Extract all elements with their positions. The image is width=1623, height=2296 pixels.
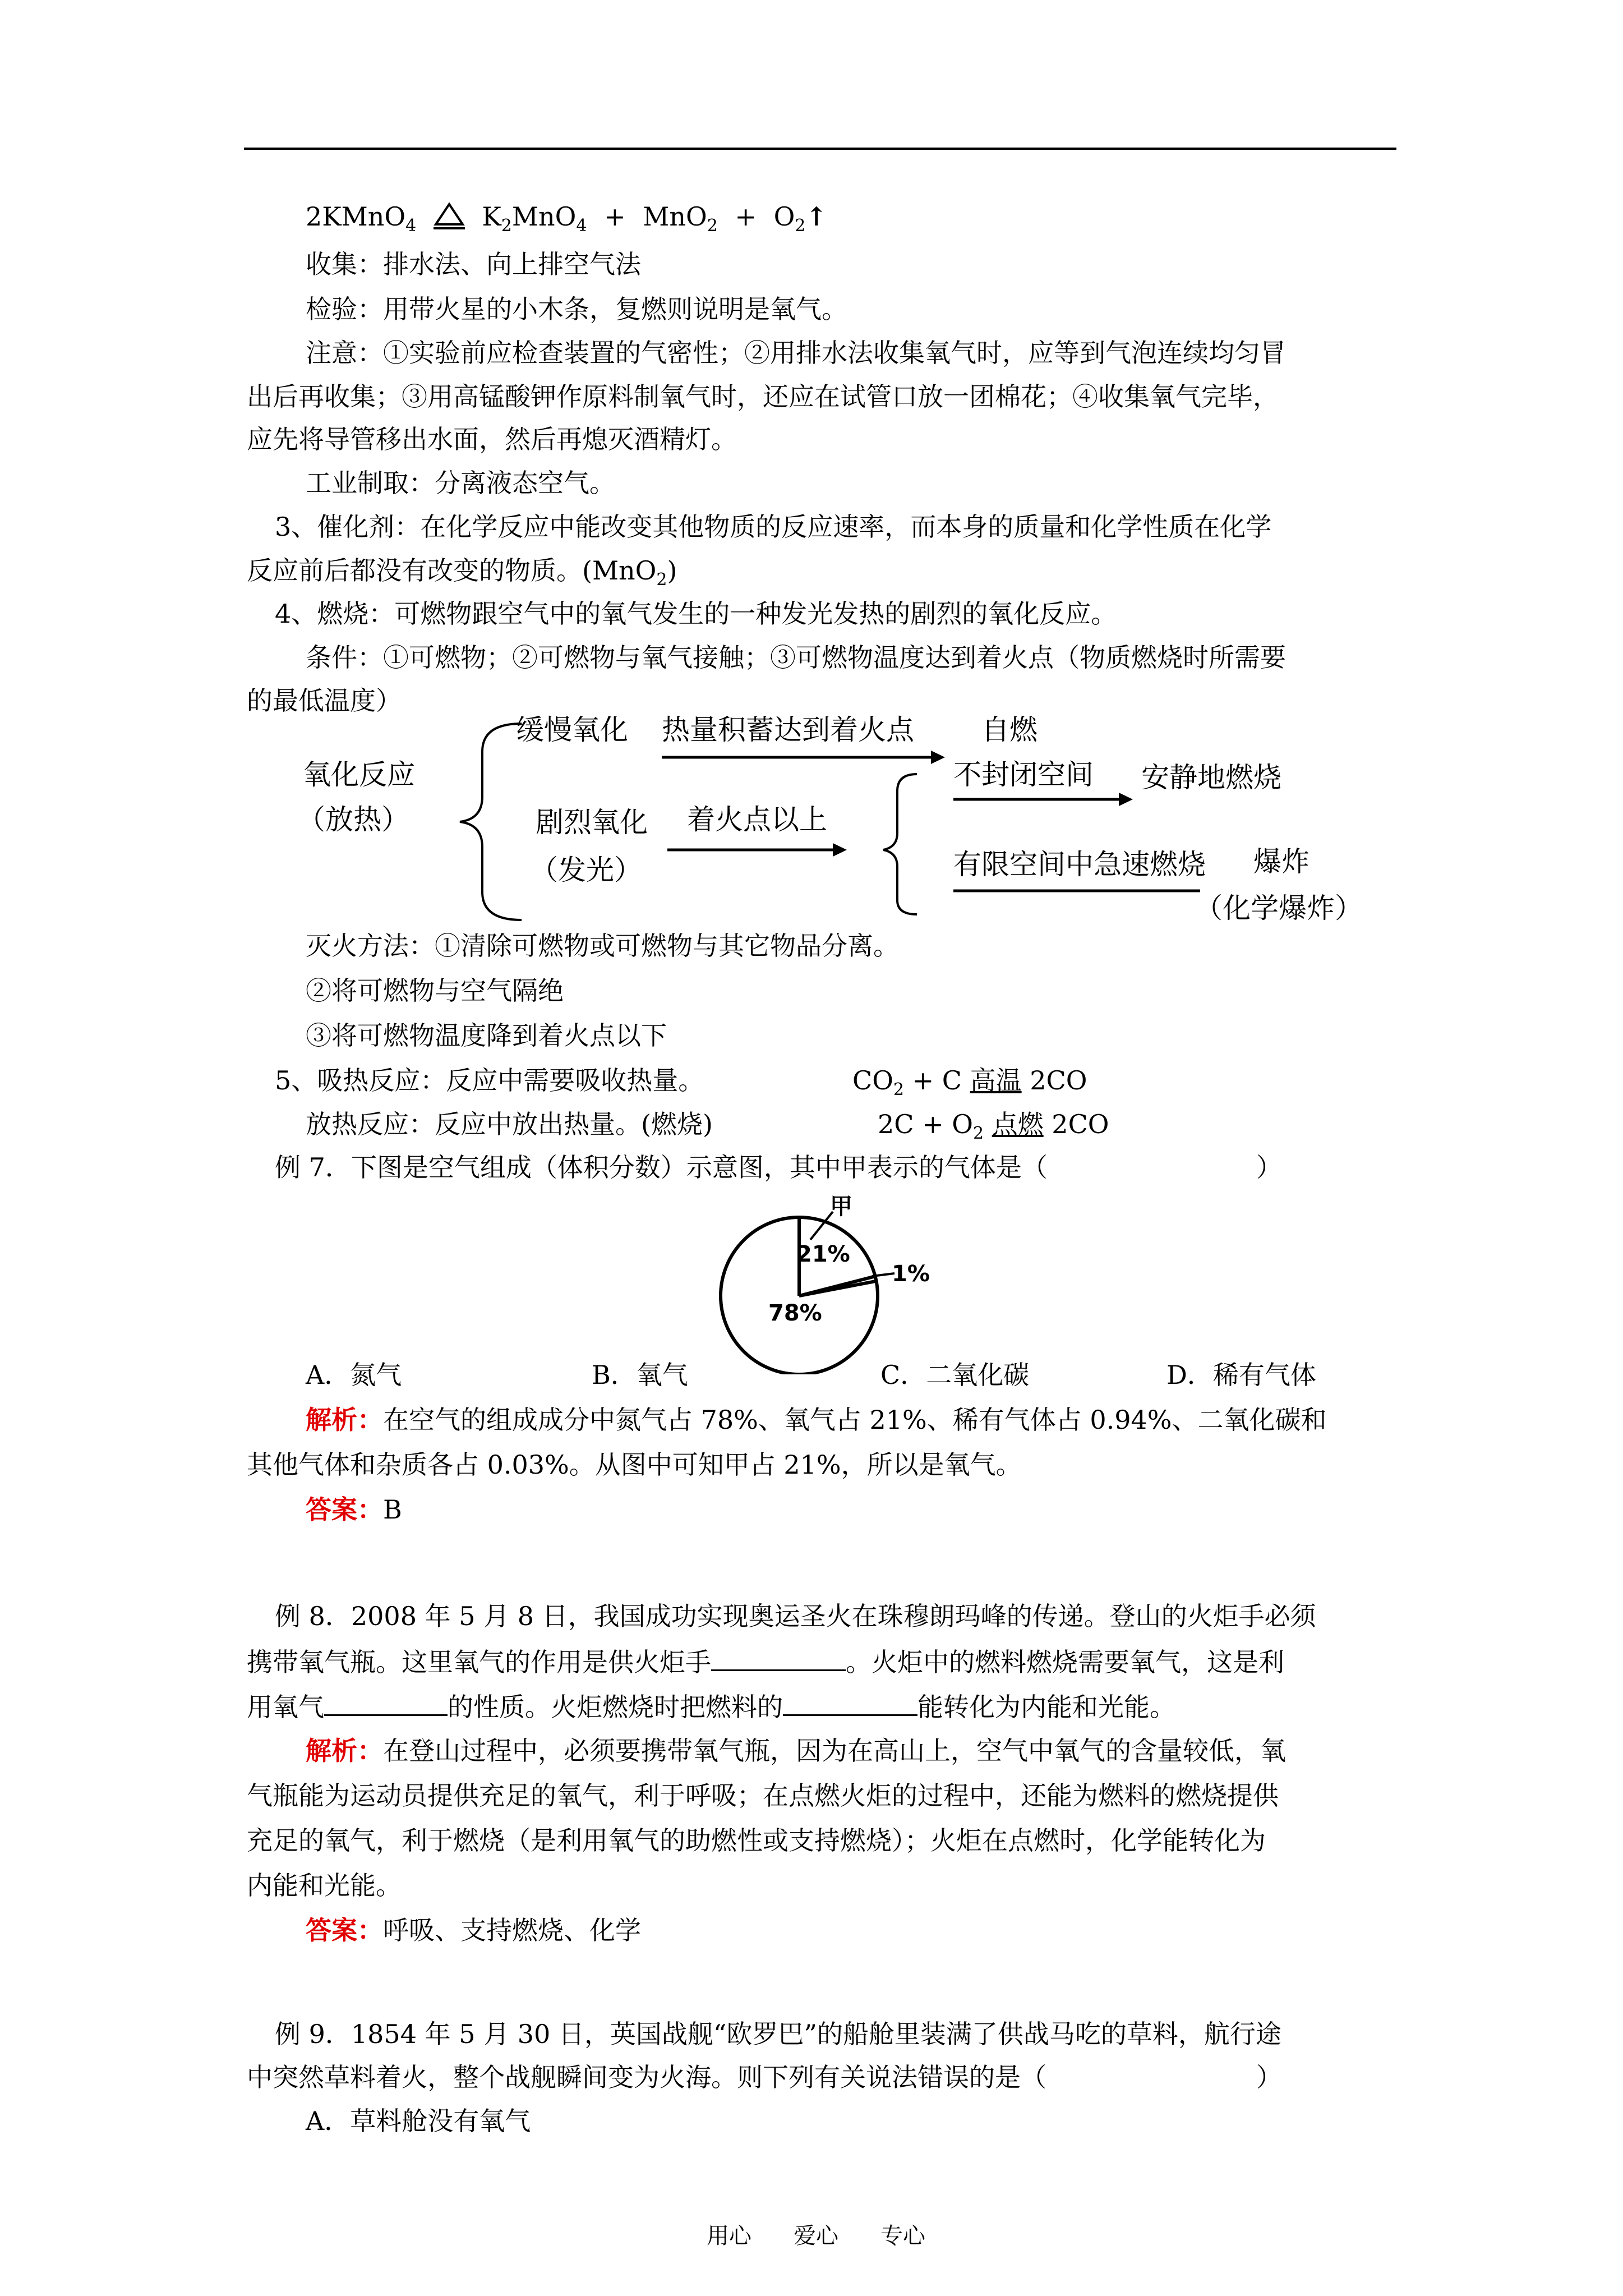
eq-mno4-sub: 4 <box>576 216 587 236</box>
ex7-option-a: A．氮气 <box>306 1360 402 1390</box>
diag-explosion: 爆炸 <box>1253 845 1310 878</box>
diag-limited-space: 有限空间中急速燃烧 <box>953 848 1206 881</box>
ex7-option-c: C．二氧化碳 <box>880 1360 1030 1390</box>
catalyst2-text: 反应前后都没有改变的物质。(MnO <box>247 555 657 586</box>
line-cond2: 的最低温度） <box>247 685 402 716</box>
up-arrow-icon: ↑ <box>805 201 827 232</box>
line-ex8-3 <box>247 1688 1175 1724</box>
eq-mno2: MnO <box>643 201 707 232</box>
exo-eq-c: 2CO <box>1043 1109 1109 1139</box>
ex8-analysis-text1: 在登山过程中，必须要携带氧气瓶，因为在高山上，空气中氧气的含量较低，氧 <box>383 1736 1286 1766</box>
ex8-analysis-4: 内能和光能。 <box>247 1870 402 1901</box>
line-exo: 放热反应：反应中放出热量。(燃烧) <box>306 1109 713 1139</box>
eq-plus2: + <box>735 201 757 232</box>
line-note3: 应先将导管移出水面，然后再熄灭酒精灯。 <box>247 424 737 454</box>
endo-eq-a-sub: 2 <box>893 1080 905 1099</box>
equation-kmno4 <box>306 199 827 234</box>
footer-word-3: 专心 <box>880 2223 925 2249</box>
endo-eq-b: + C <box>904 1065 970 1096</box>
pie-label-78: 78% <box>768 1300 822 1326</box>
eq-mno4: MnO <box>511 201 577 232</box>
ex7-option-d: D．稀有气体 <box>1166 1360 1316 1390</box>
eq-o2-sub: 2 <box>795 216 806 236</box>
line-ex7-end: ） <box>1256 1152 1282 1182</box>
ex7-answer <box>306 1492 402 1527</box>
eq-k2: K <box>482 201 501 232</box>
diag-exothermic: （放热） <box>297 803 409 836</box>
ex8-answer-label: 答案： <box>306 1915 383 1945</box>
line-ex9-1: 例 9．1854 年 5 月 30 日，英国战舰“欧罗巴”的船舱里装满了供战马吃的草料，航行途 <box>275 2019 1281 2049</box>
catalyst2-end: ) <box>667 555 677 586</box>
endo-eq-cond: 高温 <box>970 1065 1022 1096</box>
ex7-analysis-2: 其他气体和杂质各占 0.03%。从图中可知甲占 21%，所以是氧气。 <box>247 1450 1022 1480</box>
ex8-blank-3[interactable] <box>783 1688 917 1716</box>
eq-mno2-sub: 2 <box>707 216 718 236</box>
header-rule <box>244 148 1396 150</box>
line-endo: 5、吸热反应：反应中需要吸收热量。 <box>275 1065 704 1096</box>
line-ex8-2 <box>247 1644 1284 1680</box>
ex7-analysis-1 <box>306 1402 1326 1437</box>
diag-oxidation: 氧化反应 <box>303 758 415 791</box>
line-extinguish1: 灭火方法：①清除可燃物或可燃物与其它物品分离。 <box>306 931 899 961</box>
line-ex9-2-end: ） <box>1256 2062 1282 2092</box>
exo-eq-a: 2C + O <box>878 1109 973 1139</box>
line-ex8-1: 例 8．2008 年 5 月 8 日，我国成功实现奥运圣火在珠穆朗玛峰的传递。登山的火炬手必须 <box>275 1601 1316 1631</box>
endo-eq-a: CO <box>852 1065 893 1096</box>
ex8-blank-1[interactable] <box>711 1644 846 1671</box>
line-extinguish2: ②将可燃物与空气隔绝 <box>306 976 564 1006</box>
ex9-option-a: A．草料舱没有氧气 <box>306 2106 531 2136</box>
catalyst2-sub: 2 <box>656 570 667 590</box>
diag-slow: 缓慢氧化 <box>516 714 628 746</box>
line-ex9-2: 中突然草料着火，整个战舰瞬间变为火海。则下列有关说法错误的是（ <box>247 2062 1046 2092</box>
ex8-2b: 。火炬中的燃料燃烧需要氧气，这是利 <box>846 1647 1284 1677</box>
pie-leader-jia <box>810 1212 833 1240</box>
line-combust: 4、燃烧：可燃物跟空气中的氧气发生的一种发光发热的剧烈的氧化反应。 <box>275 599 1117 629</box>
heat-triangle-icon <box>432 202 466 230</box>
diag-open-space: 不封闭空间 <box>953 758 1094 791</box>
diag-above-ignition: 着火点以上 <box>687 803 827 836</box>
eq-k2-sub: 2 <box>501 216 512 236</box>
eq-o2: O <box>773 201 795 232</box>
ex8-answer <box>306 1913 641 1948</box>
line-test: 检验：用带火星的小木条，复燃则说明是氧气。 <box>306 294 847 324</box>
ex7-option-b: B．氧气 <box>592 1360 688 1390</box>
ex7-answer-label: 答案： <box>306 1494 383 1525</box>
eq-lhs: 2KMnO <box>306 201 406 232</box>
ex7-answer-value: B <box>383 1494 402 1525</box>
ex8-analysis-label: 解析： <box>306 1736 383 1766</box>
exo-equation <box>878 1107 1109 1142</box>
diag-heat-accum: 热量积蓄达到着火点 <box>662 714 914 746</box>
line-catalyst2 <box>247 553 677 588</box>
oxidation-diagram <box>292 712 1368 931</box>
pie-slice-boundary-2 <box>799 1281 877 1296</box>
endo-eq-c: 2CO <box>1021 1065 1087 1096</box>
ex8-3b: 的性质。火炬燃烧时把燃料的 <box>448 1692 783 1722</box>
diag-chem-explosion: （化学爆炸） <box>1195 892 1363 924</box>
ex7-analysis-label: 解析： <box>306 1405 383 1435</box>
endo-equation <box>852 1063 1087 1098</box>
ex8-3c: 能转化为内能和光能。 <box>917 1692 1175 1722</box>
line-catalyst1: 3、催化剂：在化学反应中能改变其他物质的反应速率，而本身的质量和化学性质在化学 <box>275 512 1272 542</box>
ex8-analysis-3: 充足的氧气，利于燃烧（是利用氧气的助燃性或支持燃烧）；火炬在点燃时，化学能转化为 <box>247 1825 1266 1856</box>
ex8-blank-2[interactable] <box>324 1688 448 1716</box>
exo-eq-a-sub: 2 <box>972 1124 984 1143</box>
pie-label-1: 1% <box>892 1261 930 1287</box>
ex8-2a: 携带氧气瓶。这里氧气的作用是供火炬手 <box>247 1647 711 1677</box>
exo-eq-cond: 点燃 <box>992 1109 1044 1139</box>
air-composition-pie <box>712 1184 948 1374</box>
line-collect: 收集：排水法、向上排空气法 <box>306 249 641 279</box>
line-ex7: 例 7．下图是空气组成（体积分数）示意图，其中甲表示的气体是（ <box>275 1152 1048 1182</box>
line-industry: 工业制取：分离液态空气。 <box>306 468 615 498</box>
ex8-answer-value: 呼吸、支持燃烧、化学 <box>383 1915 641 1945</box>
pie-label-jia: 甲 <box>830 1193 852 1220</box>
ex7-analysis-text1: 在空气的组成成分中氮气占 78%、氧气占 21%、稀有气体占 0.94%、二氧化碳和 <box>383 1405 1327 1435</box>
diag-quiet-burn: 安静地燃烧 <box>1141 761 1281 794</box>
ex8-analysis-2: 气瓶能为运动员提供充足的氧气，利于呼吸；在点燃火炬的过程中，还能为燃料的燃烧提供 <box>247 1780 1279 1811</box>
diag-violent: 剧烈氧化 <box>536 806 648 839</box>
ex8-3a: 用氧气 <box>247 1692 324 1722</box>
line-note2: 出后再收集；③用高锰酸钾作原料制氧气时，还应在试管口放一团棉花；④收集氧气完毕， <box>247 381 1279 412</box>
eq-lhs-sub: 4 <box>405 216 417 236</box>
line-cond1: 条件：①可燃物；②可燃物与氧气接触；③可燃物温度达到着火点（物质燃烧时所需要 <box>306 642 1286 673</box>
line-extinguish3: ③将可燃物温度降到着火点以下 <box>306 1020 667 1051</box>
pie-label-21: 21% <box>796 1241 850 1267</box>
diag-light: （发光） <box>530 854 642 886</box>
footer-word-1: 用心 <box>707 2223 751 2249</box>
diag-spontaneous: 自燃 <box>981 714 1038 746</box>
eq-plus1: + <box>604 201 626 232</box>
line-note1: 注意：①实验前应检查装置的气密性；②用排水法收集氧气时，应等到气泡连续均匀冒 <box>306 338 1286 368</box>
footer-word-2: 爱心 <box>794 2223 838 2249</box>
ex8-analysis-1 <box>306 1733 1286 1768</box>
